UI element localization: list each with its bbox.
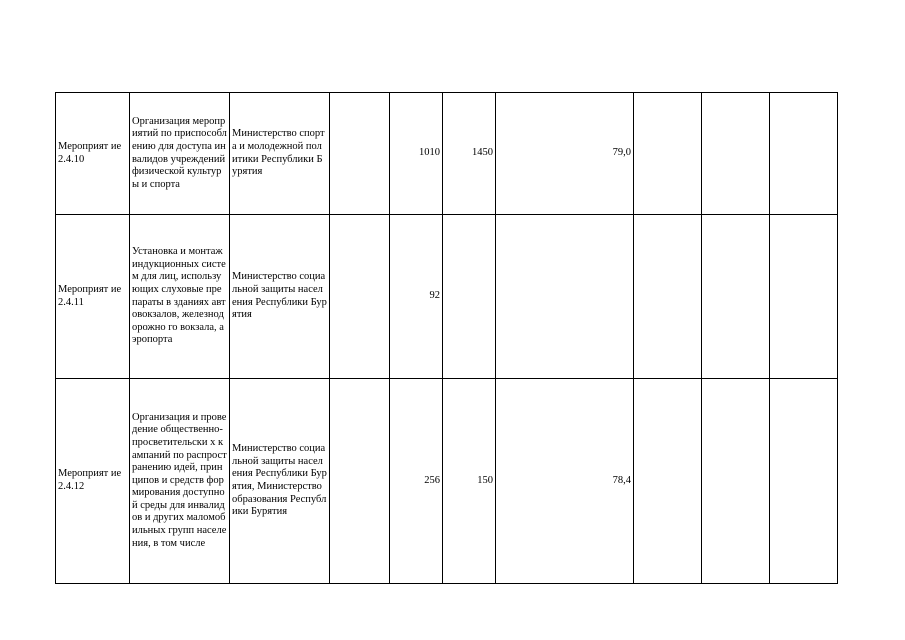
executor-cell xyxy=(230,215,330,379)
empty-cell xyxy=(702,215,770,379)
activity-code: Мероприят ие 2.4.11 xyxy=(58,283,122,308)
value-cell xyxy=(443,215,496,379)
activity-name: Установка и монтаж индукционных систем для лиц, использующих слуховые препараты в зданиях автовокзалов, железнодорожно го вокзала, аэропорта xyxy=(132,246,226,346)
empty-cell xyxy=(634,215,702,379)
empty-cell xyxy=(770,379,838,584)
empty-cell xyxy=(634,93,702,215)
percent-cell xyxy=(496,215,634,379)
empty-cell xyxy=(702,379,770,584)
empty-cell xyxy=(330,93,390,215)
table-row xyxy=(56,93,838,215)
activity-code: Мероприят ие 2.4.12 xyxy=(58,468,122,492)
activity-code-cell xyxy=(56,93,130,215)
activity-name: Организация мероприятий по приспособлению для доступа инвалидов учреждений физической культуры и спорта xyxy=(132,115,227,190)
empty-cell xyxy=(330,215,390,379)
activities-table xyxy=(55,92,838,584)
empty-cell xyxy=(770,93,838,215)
activity-code: Мероприят ие 2.4.10 xyxy=(58,140,122,165)
table-row xyxy=(56,379,838,584)
percent-cell: 79,0 xyxy=(496,93,634,215)
activity-name-cell xyxy=(130,215,230,379)
activity-name-cell xyxy=(130,379,230,584)
value-cell: 256 xyxy=(390,379,443,584)
value-cell: 92 xyxy=(390,215,443,379)
executor-cell xyxy=(230,379,330,584)
activity-code-cell xyxy=(56,379,130,584)
table-row xyxy=(56,215,838,379)
value-cell: 1450 xyxy=(443,93,496,215)
empty-cell xyxy=(330,379,390,584)
executor-name: Министерство спорта и молодежной политики Республики Бурятия xyxy=(232,128,325,178)
activity-name: Организация и проведение общественно-просветительски х кампаний по распространению идей, принципов и средств формирования доступной среды для инвалидов и других маломобильных групп населения, в том числе xyxy=(132,411,227,549)
empty-cell xyxy=(770,215,838,379)
percent-cell: 78,4 xyxy=(496,379,634,584)
value-cell: 1010 xyxy=(390,93,443,215)
empty-cell xyxy=(634,379,702,584)
executor-name: Министерство социальной защиты населения Республики Бурятия xyxy=(232,271,327,321)
value-cell: 150 xyxy=(443,379,496,584)
executor-cell xyxy=(230,93,330,215)
empty-cell xyxy=(702,93,770,215)
executor-name: Министерство социальной защиты населения Республики Бурятия, Министерство образования Республики Бурятия xyxy=(232,443,327,518)
activity-name-cell xyxy=(130,93,230,215)
activity-code-cell xyxy=(56,215,130,379)
